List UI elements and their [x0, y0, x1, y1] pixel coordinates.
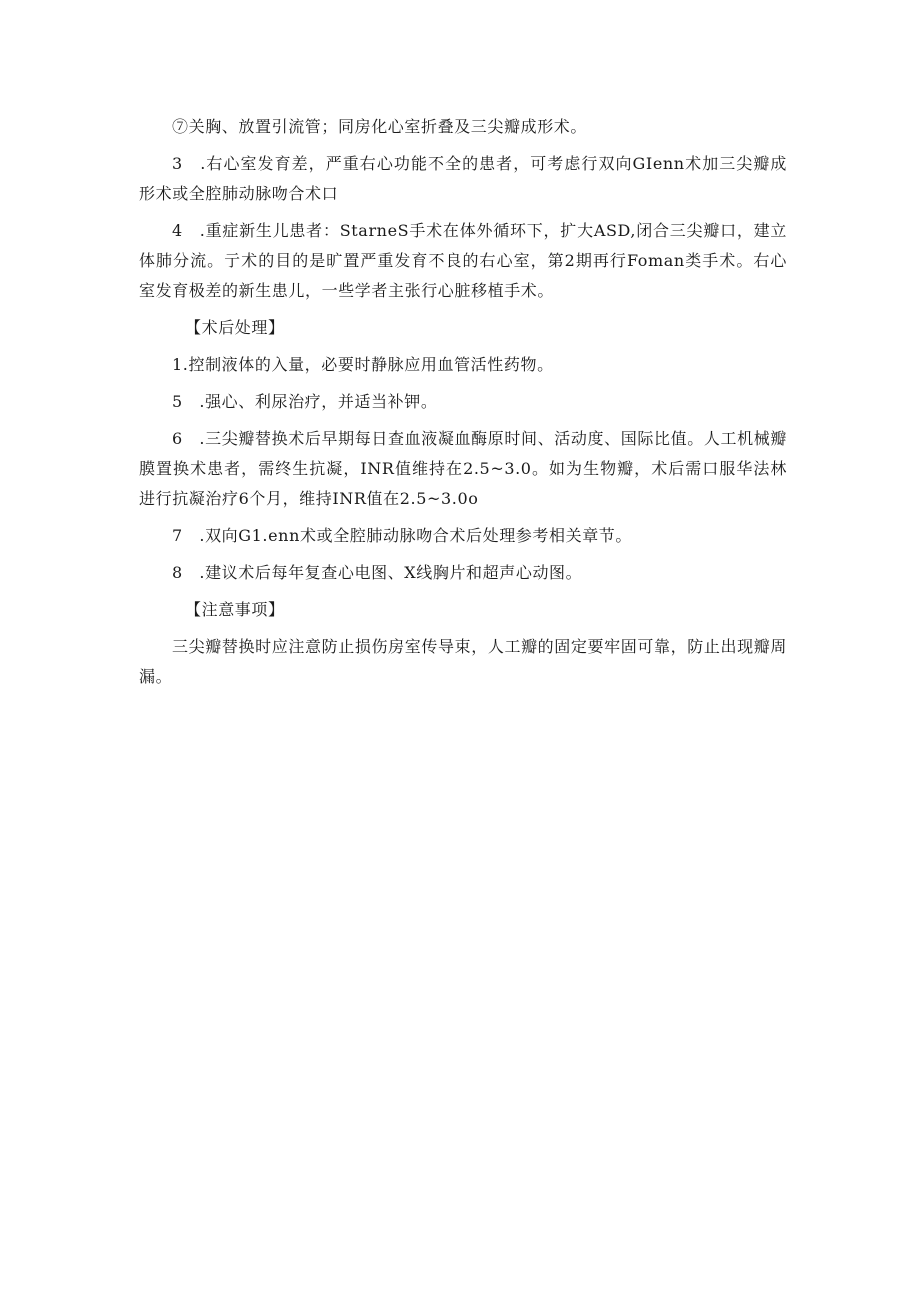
- paragraph-post-7: 7 .双向G1.enn术或全腔肺动脉吻合术后处理参考相关章节。: [172, 526, 632, 545]
- paragraph-step-7: ⑦关胸、放置引流管；同房化心室折叠及三尖瓣成形术。: [172, 117, 588, 136]
- paragraph-precautions: 三尖瓣替换时应注意防止损伤房室传导束，人工瓣的固定要牢固可靠，防止出现瓣周漏。: [139, 637, 787, 686]
- paragraph-item-3: 3 .右心室发育差，严重右心功能不全的患者，可考虑行双向GIenn术加三尖瓣成形术或全腔肺动脉吻合术口: [139, 154, 787, 203]
- section-heading-precautions: 【注意事项】: [185, 600, 285, 619]
- paragraph-post-8: 8 .建议术后每年复查心电图、X线胸片和超声心动图。: [172, 563, 583, 582]
- paragraph-item-4: 4 .重症新生儿患者：StarneS手术在体外循环下，扩大ASD,闭合三尖瓣口，建立体肺分流。亍术的目的是旷置严重发育不良的右心室，第2期再行Foman类手术。右心室发育极差的新生患儿，一些学者主张行心脏移植手术。: [139, 221, 787, 300]
- paragraph-post-6: 6 .三尖瓣替换术后早期每日查血液凝血酶原时间、活动度、国际比值。人工机械瓣膜置换术患者，需终生抗凝，INR值维持在2.5~3.0。如为生物瓣，术后需口服华法林进行抗凝治疗6个月，维持INR值在2.5~3.0o: [139, 429, 787, 508]
- section-heading-postoperative: 【术后处理】: [185, 318, 285, 337]
- paragraph-post-1: 1.控制液体的入量，必要时静脉应用血管活性药物。: [172, 355, 554, 374]
- document-body: [139, 112, 787, 699]
- paragraph-post-5: 5 .强心、利尿治疗，并适当补钾。: [172, 392, 438, 411]
